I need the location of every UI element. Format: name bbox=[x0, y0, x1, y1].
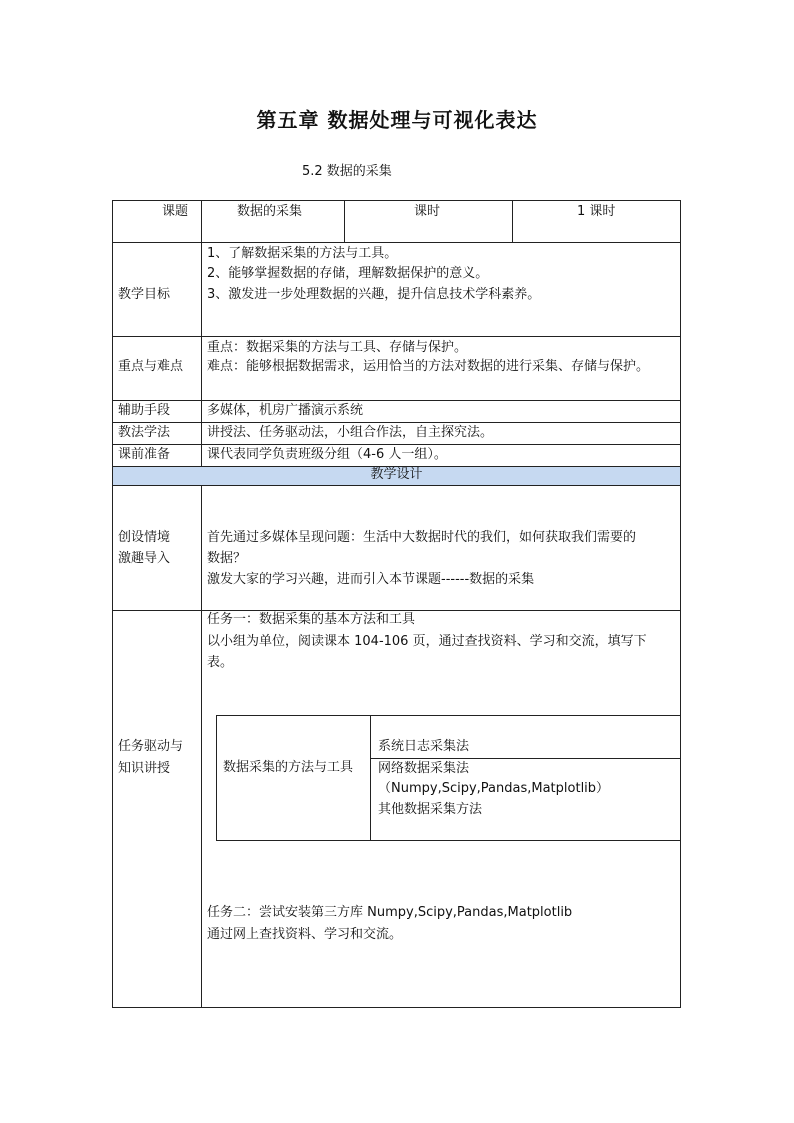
preparation-value: 课代表同学负责班级分组（4-6 人一组）。 bbox=[207, 447, 447, 462]
inner-table-row2-line: 其他数据采集方法 bbox=[378, 802, 483, 817]
task2-line: 通过网上查找资料、学习和交流。 bbox=[207, 927, 403, 942]
task2-title: 任务二：尝试安装第三方库 Numpy,Scipy,Pandas,Matplotlib bbox=[207, 905, 573, 920]
table-border-right bbox=[680, 200, 681, 1008]
table-column-rule bbox=[201, 200, 202, 466]
table-rule bbox=[112, 400, 681, 401]
task1-line: 以小组为单位，阅读课本 104-106 页，通过查找资料、学习和交流，填写下 bbox=[207, 634, 647, 649]
preparation-label: 课前准备 bbox=[118, 447, 171, 462]
tasks-label: 知识讲授 bbox=[118, 761, 171, 776]
objective-item: 3、激发进一步处理数据的兴趣，提升信息技术学科素养。 bbox=[207, 287, 541, 302]
task1-title: 任务一：数据采集的基本方法和工具 bbox=[207, 612, 416, 627]
page-title: 第五章 数据处理与可视化表达 bbox=[256, 108, 538, 132]
objectives-label: 教学目标 bbox=[118, 287, 171, 302]
table-rule bbox=[112, 242, 681, 243]
course-label: 课题 bbox=[162, 204, 189, 219]
intro-line: 激发大家的学习兴趣，进而引入本节课题------数据的采集 bbox=[207, 572, 535, 587]
key-point-item: 难点：能够根据数据需求，运用恰当的方法对数据的进行采集、存储与保护。 bbox=[207, 359, 650, 374]
methods-tools-table bbox=[216, 715, 681, 841]
course-topic: 数据的采集 bbox=[237, 204, 303, 219]
inner-table-row2-line: （Numpy,Scipy,Pandas,Matplotlib） bbox=[378, 781, 610, 796]
key-points-label: 重点与难点 bbox=[118, 359, 184, 374]
intro-label: 激趣导入 bbox=[118, 551, 171, 566]
table-column-rule bbox=[344, 200, 345, 242]
inner-table-border bbox=[216, 715, 217, 841]
objective-item: 2、能够掌握数据的存储，理解数据保护的意义。 bbox=[207, 266, 489, 281]
inner-table-row1: 系统日志采集法 bbox=[378, 739, 470, 754]
lesson-plan-table bbox=[112, 200, 681, 1008]
key-point-item: 重点：数据采集的方法与工具、存储与保护。 bbox=[207, 340, 468, 355]
table-rule bbox=[112, 336, 681, 337]
table-column-rule bbox=[201, 485, 202, 1008]
aids-value: 多媒体，机房广播演示系统 bbox=[207, 403, 364, 418]
tasks-label: 任务驱动与 bbox=[118, 739, 184, 754]
hours-label: 课时 bbox=[414, 204, 441, 219]
task1-line: 表。 bbox=[207, 655, 234, 670]
inner-table-left: 数据采集的方法与工具 bbox=[223, 760, 354, 775]
design-header: 教学设计 bbox=[370, 467, 423, 482]
inner-table-border bbox=[216, 840, 681, 841]
table-border-bottom bbox=[112, 1007, 681, 1008]
methods-label: 教法学法 bbox=[118, 425, 171, 440]
intro-label: 创设情境 bbox=[118, 530, 171, 545]
aids-label: 辅助手段 bbox=[118, 403, 171, 418]
inner-table-rule bbox=[370, 715, 371, 841]
table-rule bbox=[112, 485, 681, 486]
methods-value: 讲授法、任务驱动法，小组合作法，自主探究法。 bbox=[207, 425, 494, 440]
hours-value: 1 课时 bbox=[577, 204, 616, 219]
intro-line: 首先通过多媒体呈现问题：生活中大数据时代的我们，如何获取我们需要的 bbox=[207, 530, 637, 545]
inner-table-border bbox=[680, 715, 681, 841]
objective-item: 1、了解数据采集的方法与工具。 bbox=[207, 246, 398, 261]
table-border-left bbox=[112, 200, 113, 1008]
intro-line: 数据？ bbox=[207, 551, 247, 566]
table-border-top bbox=[112, 200, 681, 201]
inner-table-border bbox=[216, 715, 681, 716]
section-subtitle: 5.2 数据的采集 bbox=[302, 164, 392, 179]
inner-table-row2-line: 网络数据采集法 bbox=[378, 761, 470, 776]
table-column-rule bbox=[512, 200, 513, 242]
